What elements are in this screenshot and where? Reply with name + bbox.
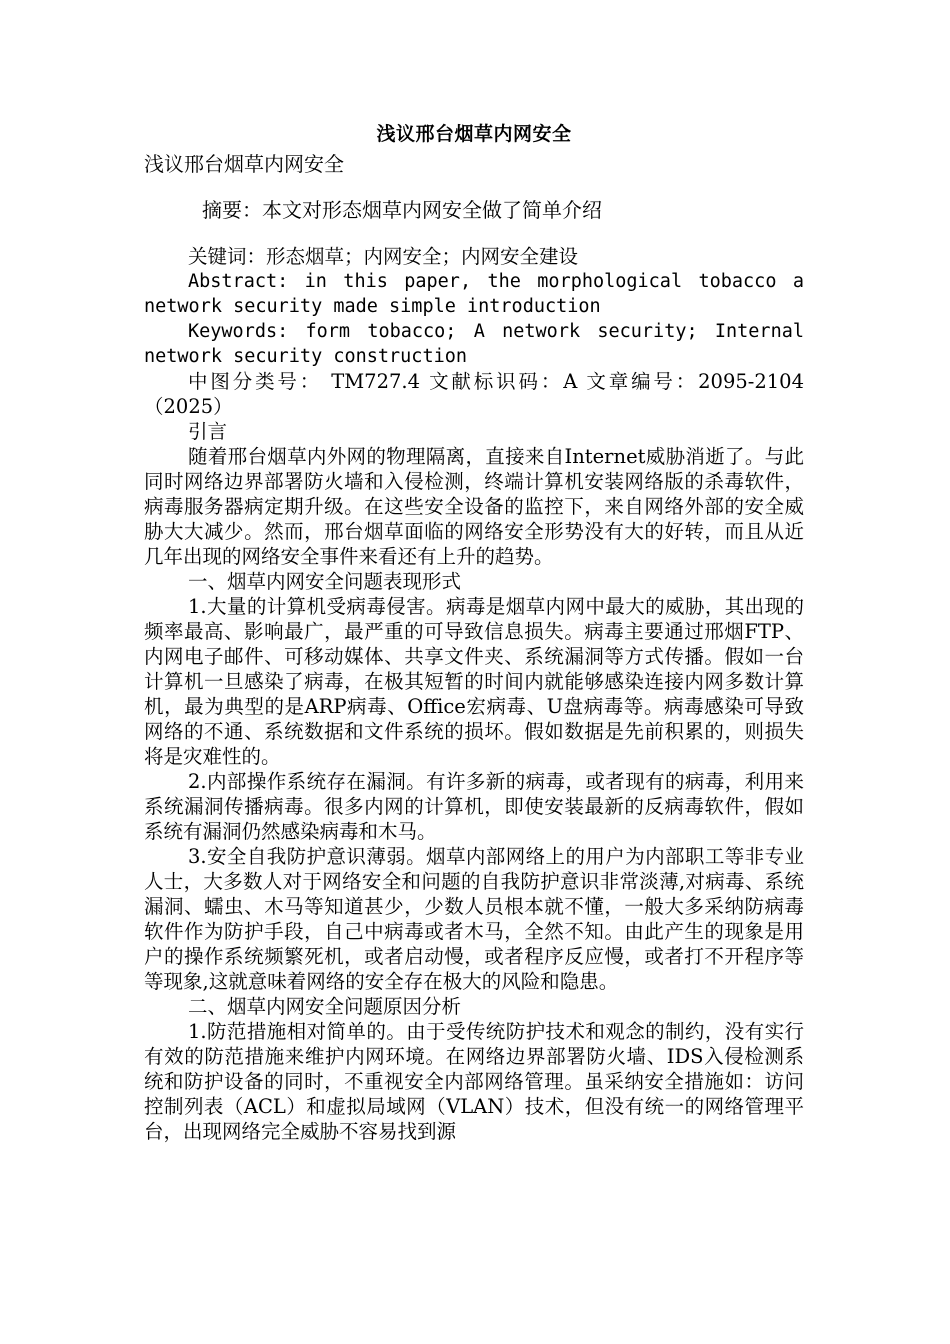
intro-heading: 引言: [188, 420, 228, 443]
abstract-english: Abstract: in this paper, the morphological tobacco a network security made simple introduction: [144, 271, 804, 317]
abstract-chinese: 摘要：本文对形态烟草内网安全做了简单介绍: [202, 198, 602, 222]
section2-heading: 二、烟草内网安全问题原因分析: [188, 995, 462, 1018]
section2-paragraph-1: 1.防范措施相对简单的。由于受传统防护技术和观念的制约，没有实行有效的防范措施来维护内网环境。在网络边界部署防火墙、IDS入侵检测系统和防护设备的同时，不重视安全内部网络管理。虽采纳安全措施如：访问控制列表（ACL）和虚拟局域网（VLAN）技术，但没有统一的网络管理平台，出现网络完全威胁不容易找到源: [144, 1020, 804, 1143]
section1-paragraph-1: 1.大量的计算机受病毒侵害。病毒是烟草内网中最大的威胁，其出现的频率最高、影响最广，最严重的可导致信息损失。病毒主要通过邢烟FTP、内网电子邮件、可移动媒体、共享文件夹、系统漏洞等方式传播。假如一台计算机一旦感染了病毒，在极其短暂的时间内就能够感染连接内网多数计算机，最为典型的是ARP病毒、Office宏病毒、U盘病毒等。病毒感染可导致网络的不通、系统数据和文件系统的损坏。假如数据是先前积累的，则损失将是灾难性的。: [144, 595, 804, 768]
document-title: 浅议邢台烟草内网安全: [376, 123, 572, 145]
section1-paragraph-3: 3.安全自我防护意识薄弱。烟草内部网络上的用户为内部职工等非专业人士，大多数人对于网络安全和问题的自我防护意识非常淡薄,对病毒、系统漏洞、蠕虫、木马等知道甚少，少数人员根本就不懂，一般大多采纳防病毒软件作为防护手段，自己中病毒或者木马，全然不知。由此产生的现象是用户的操作系统频繁死机，或者启动慢，或者程序反应慢，或者打不开程序等等现象,这就意味着网络的安全存在极大的风险和隐患。: [144, 845, 804, 993]
keywords-chinese: 关键词：形态烟草；内网安全；内网安全建设: [188, 245, 579, 268]
classification-line: 中图分类号： TM727.4 文献标识码：A 文章编号：2095-2104（2025）: [144, 370, 804, 418]
keywords-english: Keywords: form tobacco; A network security; Internal network security construction: [144, 321, 804, 367]
section1-heading: 一、烟草内网安全问题表现形式: [188, 570, 462, 593]
intro-paragraph: 随着邢台烟草内外网的物理隔离，直接来自Internet威胁消逝了。与此同时网络边界部署防火墙和入侵检测，终端计算机安装网络版的杀毒软件，病毒服务器病定期升级。在这些安全设备的监控下，来自网络外部的安全威胁大大减少。然而，邢台烟草面临的网络安全形势没有大的好转，而且从近几年出现的网络安全事件来看还有上升的趋势。: [144, 445, 804, 568]
document-page: [144, 118, 804, 1144]
section1-paragraph-2: 2.内部操作系统存在漏洞。有许多新的病毒，或者现有的病毒，利用来系统漏洞传播病毒。很多内网的计算机，即使安装最新的反病毒软件，假如系统有漏洞仍然感染病毒和木马。: [144, 770, 804, 843]
document-subtitle: 浅议邢台烟草内网安全: [144, 152, 344, 176]
